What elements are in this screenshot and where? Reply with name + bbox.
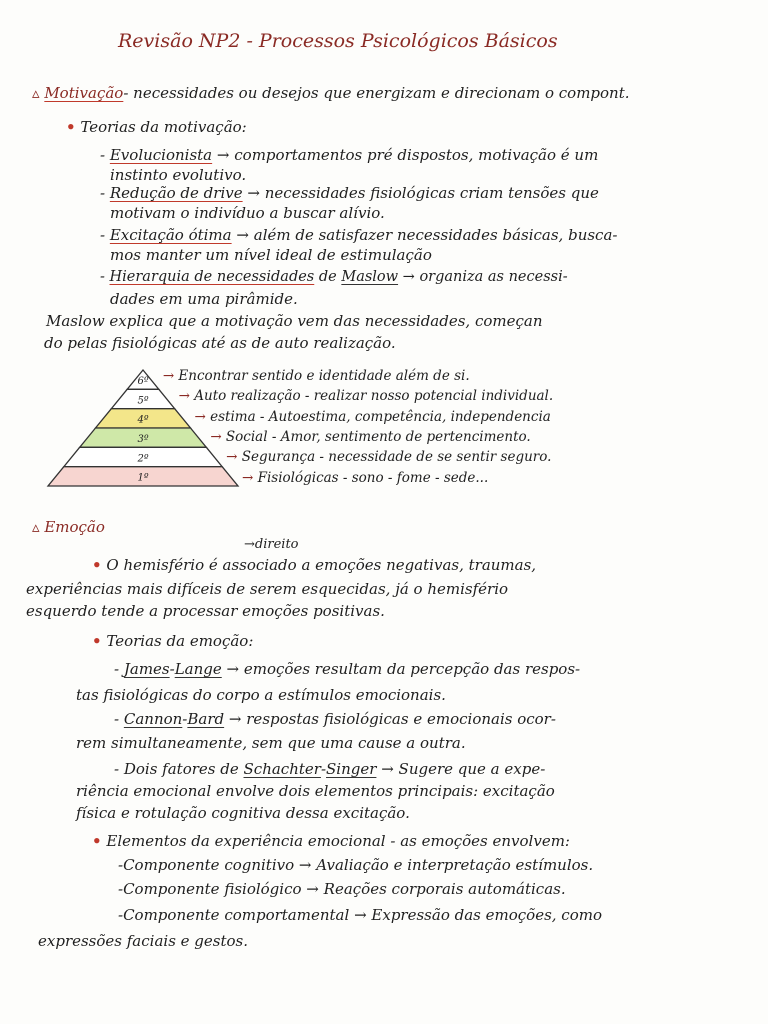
teoria-emocao-item	[114, 760, 545, 778]
pyramid-level-description	[195, 408, 551, 426]
teoria-cont: rem simultaneamente, sem que uma cause a outra.	[76, 734, 466, 752]
teoria-term: Bard	[187, 710, 225, 728]
arrow-right-icon: →	[236, 226, 249, 244]
pyramid-level-number: 2º	[137, 453, 149, 465]
pyramid-level-description	[210, 428, 530, 446]
arrow-right-icon: →	[402, 269, 415, 285]
arrow-right-icon: →	[210, 429, 222, 445]
componente-text: Reações corporais automáticas.	[323, 880, 566, 898]
pyramid-level-description	[179, 387, 554, 405]
teoria-connector: de	[318, 269, 337, 285]
pyramid-level-number: 1º	[137, 472, 149, 484]
componente-text: Avaliação e interpretação estímulos.	[316, 856, 594, 874]
dash: -	[100, 226, 106, 244]
componente-item	[118, 880, 566, 898]
arrow-right-icon: →	[178, 388, 190, 405]
elementos-label: Elementos da experiência emocional - as emoções envolvem:	[106, 832, 570, 850]
arrow-right-icon: →	[354, 906, 367, 924]
pyramid-level-number: 5º	[137, 395, 149, 407]
teoria-text: necessidades fisiológicas criam tensões que	[264, 184, 599, 202]
dash: -	[114, 660, 120, 678]
separator: -	[182, 710, 188, 728]
componente-term: Componente cognitivo	[123, 856, 295, 874]
teoria-term: Hierarquia de necessidades	[109, 269, 315, 285]
arrow-right-icon: →	[228, 710, 242, 728]
teoria-term: Schachter	[243, 760, 321, 778]
componente-item	[118, 906, 602, 924]
arrow-right-icon: →	[298, 856, 312, 874]
page-title: Revisão NP2 - Processos Psicológicos Básicos	[118, 30, 558, 52]
bullet-icon: •	[92, 632, 102, 650]
arrow-right-icon: →	[306, 880, 319, 898]
componente-term: Componente fisiológico	[123, 880, 302, 898]
triangle-marker-icon: ▵	[32, 84, 40, 102]
teoria-term: Cannon	[123, 710, 183, 728]
teorias-emocao-line	[92, 632, 253, 650]
emocao-heading-line	[32, 518, 105, 536]
maslow-explanation-2: do pelas fisiológicas até as de auto realização.	[44, 334, 396, 352]
teoria-text: organiza as necessi-	[419, 269, 568, 285]
teoria-text: Sugere que a expe-	[398, 760, 546, 778]
elementos-line	[92, 832, 570, 850]
arrow-right-icon: →	[162, 368, 175, 384]
dash: -	[114, 760, 120, 778]
arrow-right-icon: →	[226, 449, 238, 466]
dash: -	[118, 880, 124, 898]
arrow-right-icon: →	[381, 760, 394, 778]
arrow-right-icon: →	[194, 408, 206, 425]
arrow-right-icon: →	[226, 660, 240, 678]
pyramid-level-text: Segurança - necessidade de se sentir seguro.	[237, 449, 552, 466]
dash: -	[100, 146, 106, 164]
bullet-icon: •	[66, 118, 76, 136]
teoria-term: Singer	[326, 760, 377, 778]
teoria-text: além de satisfazer necessidades básicas, busca-	[253, 226, 618, 244]
emocao-heading: Emoção	[44, 518, 105, 536]
pyramid-level-text: Encontrar sentido e identidade além de si.	[174, 368, 470, 384]
teoria-prefix: Dois fatores de	[123, 760, 239, 778]
pyramid-level-number: 3º	[137, 433, 149, 445]
separator: -	[169, 660, 175, 678]
arrow-right-icon: →	[247, 184, 260, 202]
teoria-cont: riência emocional envolve dois elementos principais: excitação	[76, 782, 555, 800]
dash: -	[118, 906, 124, 924]
dash: -	[100, 184, 106, 202]
pyramid-level-number: 6º	[137, 375, 149, 387]
pyramid-level-description	[242, 469, 488, 487]
teoria-cont: tas fisiológicas do corpo a estímulos emocionais.	[76, 686, 446, 704]
teorias-motivacao-label: Teorias da motivação:	[80, 118, 247, 136]
teoria-emocao-item	[114, 710, 556, 728]
teoria-cont: dades em uma pirâmide.	[110, 290, 298, 308]
dash: -	[100, 269, 105, 285]
teoria-term-maslow: Maslow	[341, 269, 399, 285]
hemisferio-line-1	[92, 556, 536, 574]
teoria-term: Excitação ótima	[109, 226, 232, 244]
pyramid-level-text: Social - Amor, sentimento de pertencimento.	[221, 429, 531, 445]
teoria-term: Evolucionista	[109, 146, 213, 164]
arrow-right-icon: →	[242, 469, 254, 486]
teoria-cont: motivam o indivíduo a buscar alívio.	[110, 204, 385, 222]
pyramid-level-text: estima - Autoestima, competência, independencia	[205, 408, 551, 425]
teoria-term: Lange	[174, 660, 222, 678]
arrow-right-icon: →	[216, 146, 230, 164]
teoria-text: comportamentos pré dispostos, motivação é um	[234, 146, 599, 164]
teoria-text: respostas fisiológicas e emocionais ocor-	[246, 710, 556, 728]
dash: -	[114, 710, 120, 728]
componente-cont: expressões faciais e gestos.	[38, 932, 248, 950]
componente-item	[118, 856, 593, 874]
teoria-term: Redução de drive	[109, 184, 243, 202]
teoria-cont: física e rotulação cognitiva dessa excitação.	[76, 804, 410, 822]
componente-term: Componente comportamental	[123, 906, 350, 924]
teoria-emocao-item	[114, 660, 580, 678]
bullet-icon: •	[92, 556, 102, 574]
hemisferio-text: O hemisfério é associado a emoções negativas, traumas,	[106, 556, 537, 574]
separator: -	[320, 760, 327, 778]
hemisferio-line-2: experiências mais difíceis de serem esquecidas, já o hemisfério	[26, 580, 509, 598]
pyramid-level-text: Auto realização - realizar nosso potencial individual.	[189, 388, 554, 405]
dash: -	[118, 856, 124, 874]
bullet-icon: •	[92, 832, 102, 850]
pyramid-level-description	[163, 367, 470, 385]
pyramid-level-text: Fisiológicas - sono - fome - sede...	[253, 469, 489, 486]
teorias-emocao-label: Teorias da emoção:	[106, 632, 254, 650]
motivacao-heading: Motivação	[44, 84, 124, 102]
pyramid-level-description	[226, 448, 551, 466]
hemisferio-line-3: esquerdo tende a processar emoções positivas.	[26, 602, 385, 620]
componente-text: Expressão das emoções, como	[371, 906, 602, 924]
teoria-text: emoções resultam da percepção das respos-	[243, 660, 581, 678]
motivacao-definition: - necessidades ou desejos que energizam e direcionam o compont.	[123, 84, 630, 102]
maslow-explanation-1: Maslow explica que a motivação vem das necessidades, começan	[46, 312, 543, 330]
teoria-cont: mos manter um nível ideal de estimulação	[110, 246, 432, 264]
direito-note: →direito	[244, 537, 299, 552]
triangle-marker-icon: ▵	[32, 518, 40, 536]
teoria-term: James	[123, 660, 170, 678]
pyramid-level-number: 4º	[137, 414, 149, 426]
teoria-cont: instinto evolutivo.	[110, 166, 247, 184]
